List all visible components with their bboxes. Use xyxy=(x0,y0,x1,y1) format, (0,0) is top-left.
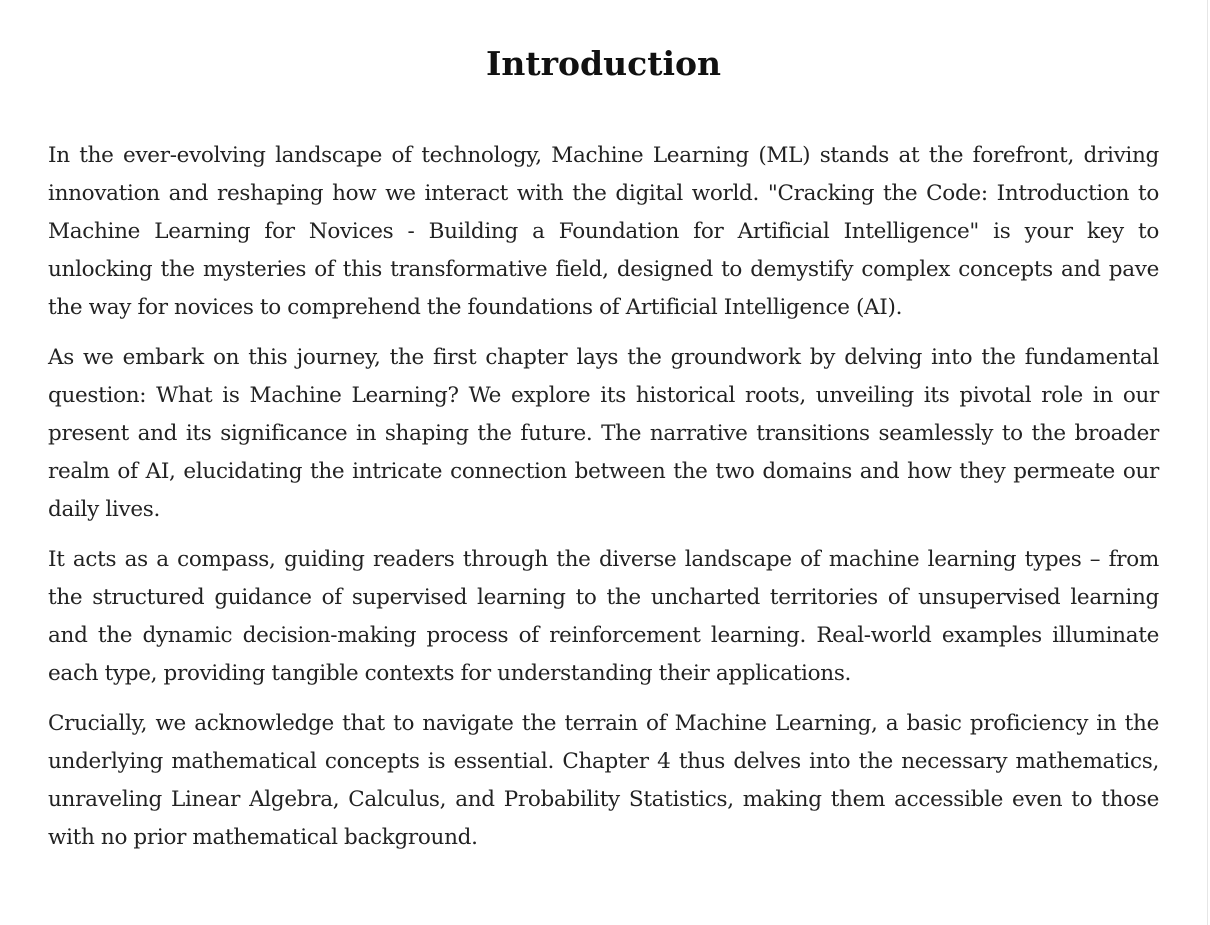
paragraph-2: As we embark on this journey, the first chapter lays the groundwork by delving into the fundamental question: What is Machine Learning? We explore its historical roots, unveiling its pivotal role in our present and its significance in shaping the future. The narrative transitions seamlessly to the broader realm of AI, elucidating the intricate connection between the two domains and how they permeate our daily lives. xyxy=(48,345,1159,522)
page-title: Introduction xyxy=(485,44,721,83)
body-text xyxy=(48,137,1159,869)
paragraph-3: It acts as a compass, guiding readers through the diverse landscape of machine learning types – from the structured guidance of supervised learning to the uncharted territories of unsupervised learning and the dynamic decision-making process of reinforcement learning. Real-world examples illuminate each type, providing tangible contexts for understanding their applications. xyxy=(48,547,1159,686)
paragraph-1: In the ever-evolving landscape of technology, Machine Learning (ML) stands at the forefront, driving innovation and reshaping how we interact with the digital world. "Cracking the Code: Introduction to Machine Learning for Novices - Building a Foundation for Artificial Intelligence" is your key to unlocking the mysteries of this transformative field, designed to demystify complex concepts and pave the way for novices to comprehend the foundations of Artificial Intelligence (AI). xyxy=(48,143,1159,320)
document-content xyxy=(48,0,1159,850)
paragraph-4: Crucially, we acknowledge that to navigate the terrain of Machine Learning, a basic proficiency in the underlying mathematical concepts is essential. Chapter 4 thus delves into the necessary mathematics, unraveling Linear Algebra, Calculus, and Probability Statistics, making them accessible even to those with no prior mathematical background. xyxy=(48,711,1159,850)
